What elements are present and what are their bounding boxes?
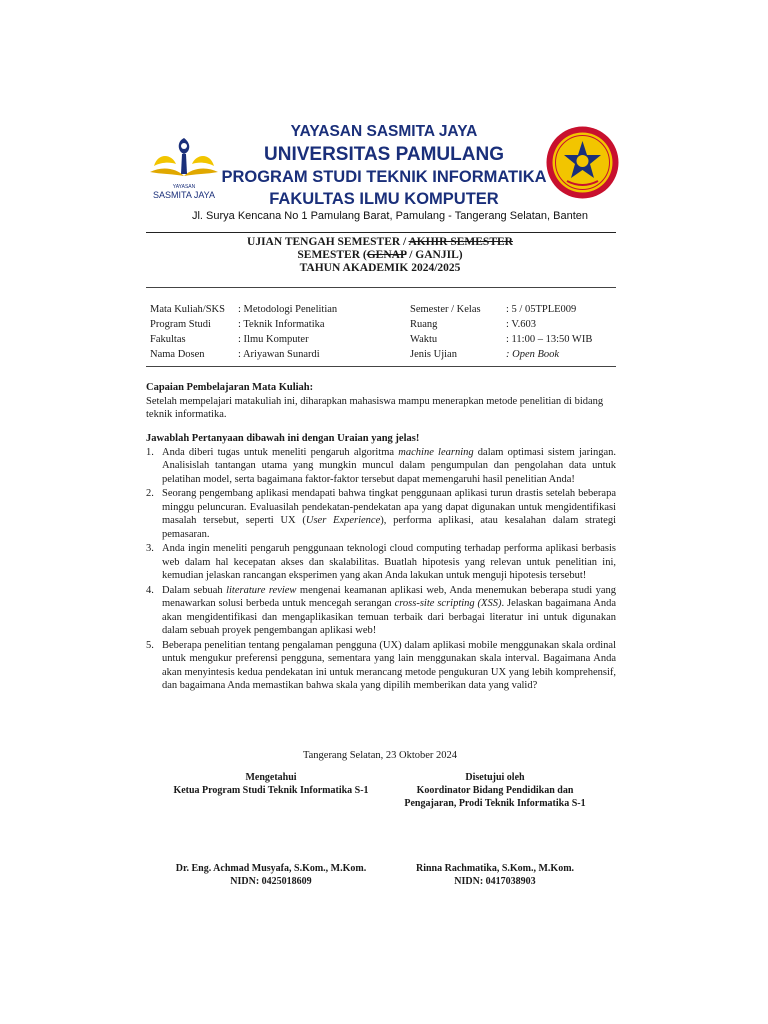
- question-text: dalam optimasi sistem jaringan. Analisislah tantangan utama yang mungkin muncul dalam pengumpulan dan pengolahan data untuk pelatihan model, serta bagaimana faktor-faktor tersebut dapat memengaruhi hasil penelitian Anda!: [162, 446, 617, 485]
- info-label: Fakultas: [150, 334, 186, 345]
- info-label: Waktu: [410, 334, 438, 345]
- role-title: Koordinator Bidang Pendidikan dan: [416, 785, 574, 796]
- info-value: : Teknik Informatika: [238, 319, 325, 330]
- question-list: [146, 446, 616, 693]
- question-text: Dalam sebuah: [162, 584, 227, 596]
- question-text: Seorang pengembang aplikasi mendapati bahwa tingkat penggunaan aplikasi turun drastis setelah beberapa minggu peluncuran. Evaluasilah pendekatan-pendekatan apa yang dapat digunakan untuk mengidentifikasi masalah tersebut, seperti UX (: [162, 488, 616, 526]
- academic-year: TAHUN AKADEMIK 2024/2025: [299, 262, 461, 274]
- signer-name: Dr. Eng. Achmad Musyafa, S.Kom., M.Kom.: [175, 863, 367, 874]
- signature-right-role: [380, 771, 610, 810]
- svg-text:SASMITA JAYA: SASMITA JAYA: [152, 190, 216, 200]
- info-row: [410, 317, 620, 332]
- info-label: Nama Dosen: [150, 349, 205, 360]
- info-label: Jenis Ujian: [410, 349, 457, 360]
- signature-left-role: [156, 771, 386, 797]
- exam-semester: [140, 249, 620, 261]
- learning-outcome-title: Capaian Pembelajaran Mata Kuliah:: [146, 382, 314, 393]
- question-term: cross-site scripting (XSS): [394, 598, 502, 609]
- question-item: [146, 542, 616, 583]
- header-divider: [146, 232, 616, 233]
- exam-type: [140, 236, 620, 248]
- info-value: : 5 / 05TPLE009: [506, 304, 577, 315]
- address: Jl. Surya Kencana No 1 Pamulang Barat, Pamulang - Tangerang Selatan, Banten: [191, 210, 589, 222]
- info-row: [150, 332, 400, 347]
- question-number: 3.: [146, 543, 154, 554]
- exam-type-struck: AKHIR SEMESTER: [408, 236, 513, 248]
- info-row: [410, 347, 620, 362]
- question-item: [146, 639, 616, 693]
- learning-outcome-text: Setelah mempelajari matakuliah ini, diharapkan mahasiswa mampu menerapkan metode penelitian di bidang teknik informatika.: [146, 395, 604, 420]
- info-row: [150, 317, 400, 332]
- signature-left-name: [156, 862, 386, 888]
- foundation-name: YAYASAN SASMITA JAYA: [290, 123, 478, 140]
- role-label: Mengetahui: [245, 772, 297, 783]
- role-label: Disetujui oleh: [465, 772, 525, 783]
- question-text: mengenai keamanan aplikasi web, Anda menemukan beberapa studi yang menawarkan solusi berbeda untuk mencegah serangan: [162, 584, 616, 609]
- question-text: ), performa aplikasi, atau kesalahan dalam strategi pemasaran.: [162, 515, 616, 540]
- semester-prefix: SEMESTER (: [297, 249, 367, 261]
- program-name: PROGRAM STUDI TEKNIK INFORMATIKA: [221, 168, 547, 186]
- question-text: Anda diberi tugas untuk meneliti pengaruh algoritma: [162, 446, 399, 458]
- question-item: [146, 446, 616, 487]
- question-item: [146, 584, 616, 638]
- info-divider-top: [146, 287, 616, 288]
- info-row: [410, 332, 620, 347]
- info-row: [150, 302, 400, 317]
- info-value: : 11:00 – 13:50 WIB: [506, 334, 593, 345]
- info-divider-bottom: [146, 366, 616, 367]
- signer-nidn: NIDN: 0417038903: [454, 876, 536, 887]
- question-term: literature review: [226, 584, 297, 596]
- place-date: Tangerang Selatan, 23 Oktober 2024: [302, 750, 458, 761]
- question-number: 4.: [146, 584, 154, 596]
- info-left: [150, 302, 400, 362]
- question-number: 2.: [146, 488, 154, 499]
- semester-suffix: / GANJIL): [406, 249, 463, 261]
- semester-struck: GENAP: [366, 249, 407, 261]
- question-term: machine learning: [398, 446, 474, 458]
- exam-type-active: UJIAN TENGAH SEMESTER /: [247, 236, 409, 248]
- info-value: : Ilmu Komputer: [238, 334, 309, 345]
- question-term: User Experience: [305, 515, 381, 526]
- info-label: Mata Kuliah/SKS: [150, 304, 225, 315]
- info-label: Ruang: [410, 319, 438, 330]
- question-text: . Jelaskan bagaimana Anda akan mengidentifikasi dan mengaplikasikan temuan terbaik dari berbagai literatur ini untuk digunakan dalam sebuah proyek pengembangan aplikasi web!: [162, 598, 616, 636]
- svg-text:YAYASAN: YAYASAN: [172, 184, 196, 190]
- question-section: [146, 432, 616, 694]
- signer-nidn: NIDN: 0425018609: [230, 876, 312, 887]
- question-number: 1.: [146, 446, 154, 458]
- question-section-title: Jawablah Pertanyaan dibawah ini dengan Uraian yang jelas!: [146, 433, 420, 444]
- info-value: : V.603: [506, 319, 536, 330]
- question-number: 5.: [146, 639, 154, 651]
- question-item: [146, 487, 616, 541]
- info-value: : Metodologi Penelitian: [238, 304, 338, 315]
- info-label: Semester / Kelas: [410, 304, 481, 315]
- question-text: Anda ingin meneliti pengaruh penggunaan teknologi cloud computing terhadap performa aplikasi berbasis web dalam hal kecepatan akses dan skalabilitas. Buatlah hipotesis yang relevan untuk penelitian ini, kemudian jelaskan rancangan eksperimen yang akan Anda lakukan untuk menguji hipotesis tersebut!: [162, 543, 616, 581]
- info-row: [410, 302, 620, 317]
- info-row: [150, 347, 400, 362]
- role-title: Pengajaran, Prodi Teknik Informatika S-1: [404, 798, 586, 809]
- learning-outcome: [146, 381, 616, 422]
- faculty-name: FAKULTAS ILMU KOMPUTER: [269, 190, 499, 208]
- question-text: Beberapa penelitian tentang pengalaman pengguna (UX) dalam aplikasi mobile menggunakan skala ordinal untuk mengukur preferensi pengguna, sementara yang lain menggunakan skala interval. Bagaimana Anda akan menyintesis kedua pendekatan ini untuk merancang metode pengukuran UX yang lebih komprehensif, dan bagaimana Anda memastikan bahwa skala yang dipilih memberikan data yang valid?: [162, 639, 616, 691]
- role-title: Ketua Program Studi Teknik Informatika S-1: [173, 785, 369, 796]
- info-value: : Ariyawan Sunardi: [238, 349, 320, 360]
- info-label: Program Studi: [150, 319, 211, 330]
- university-name: UNIVERSITAS PAMULANG: [264, 144, 504, 165]
- signature-right-name: [380, 862, 610, 888]
- info-right: [410, 302, 620, 362]
- signer-name: Rinna Rachmatika, S.Kom., M.Kom.: [415, 863, 575, 874]
- info-value: : Open Book: [506, 349, 560, 360]
